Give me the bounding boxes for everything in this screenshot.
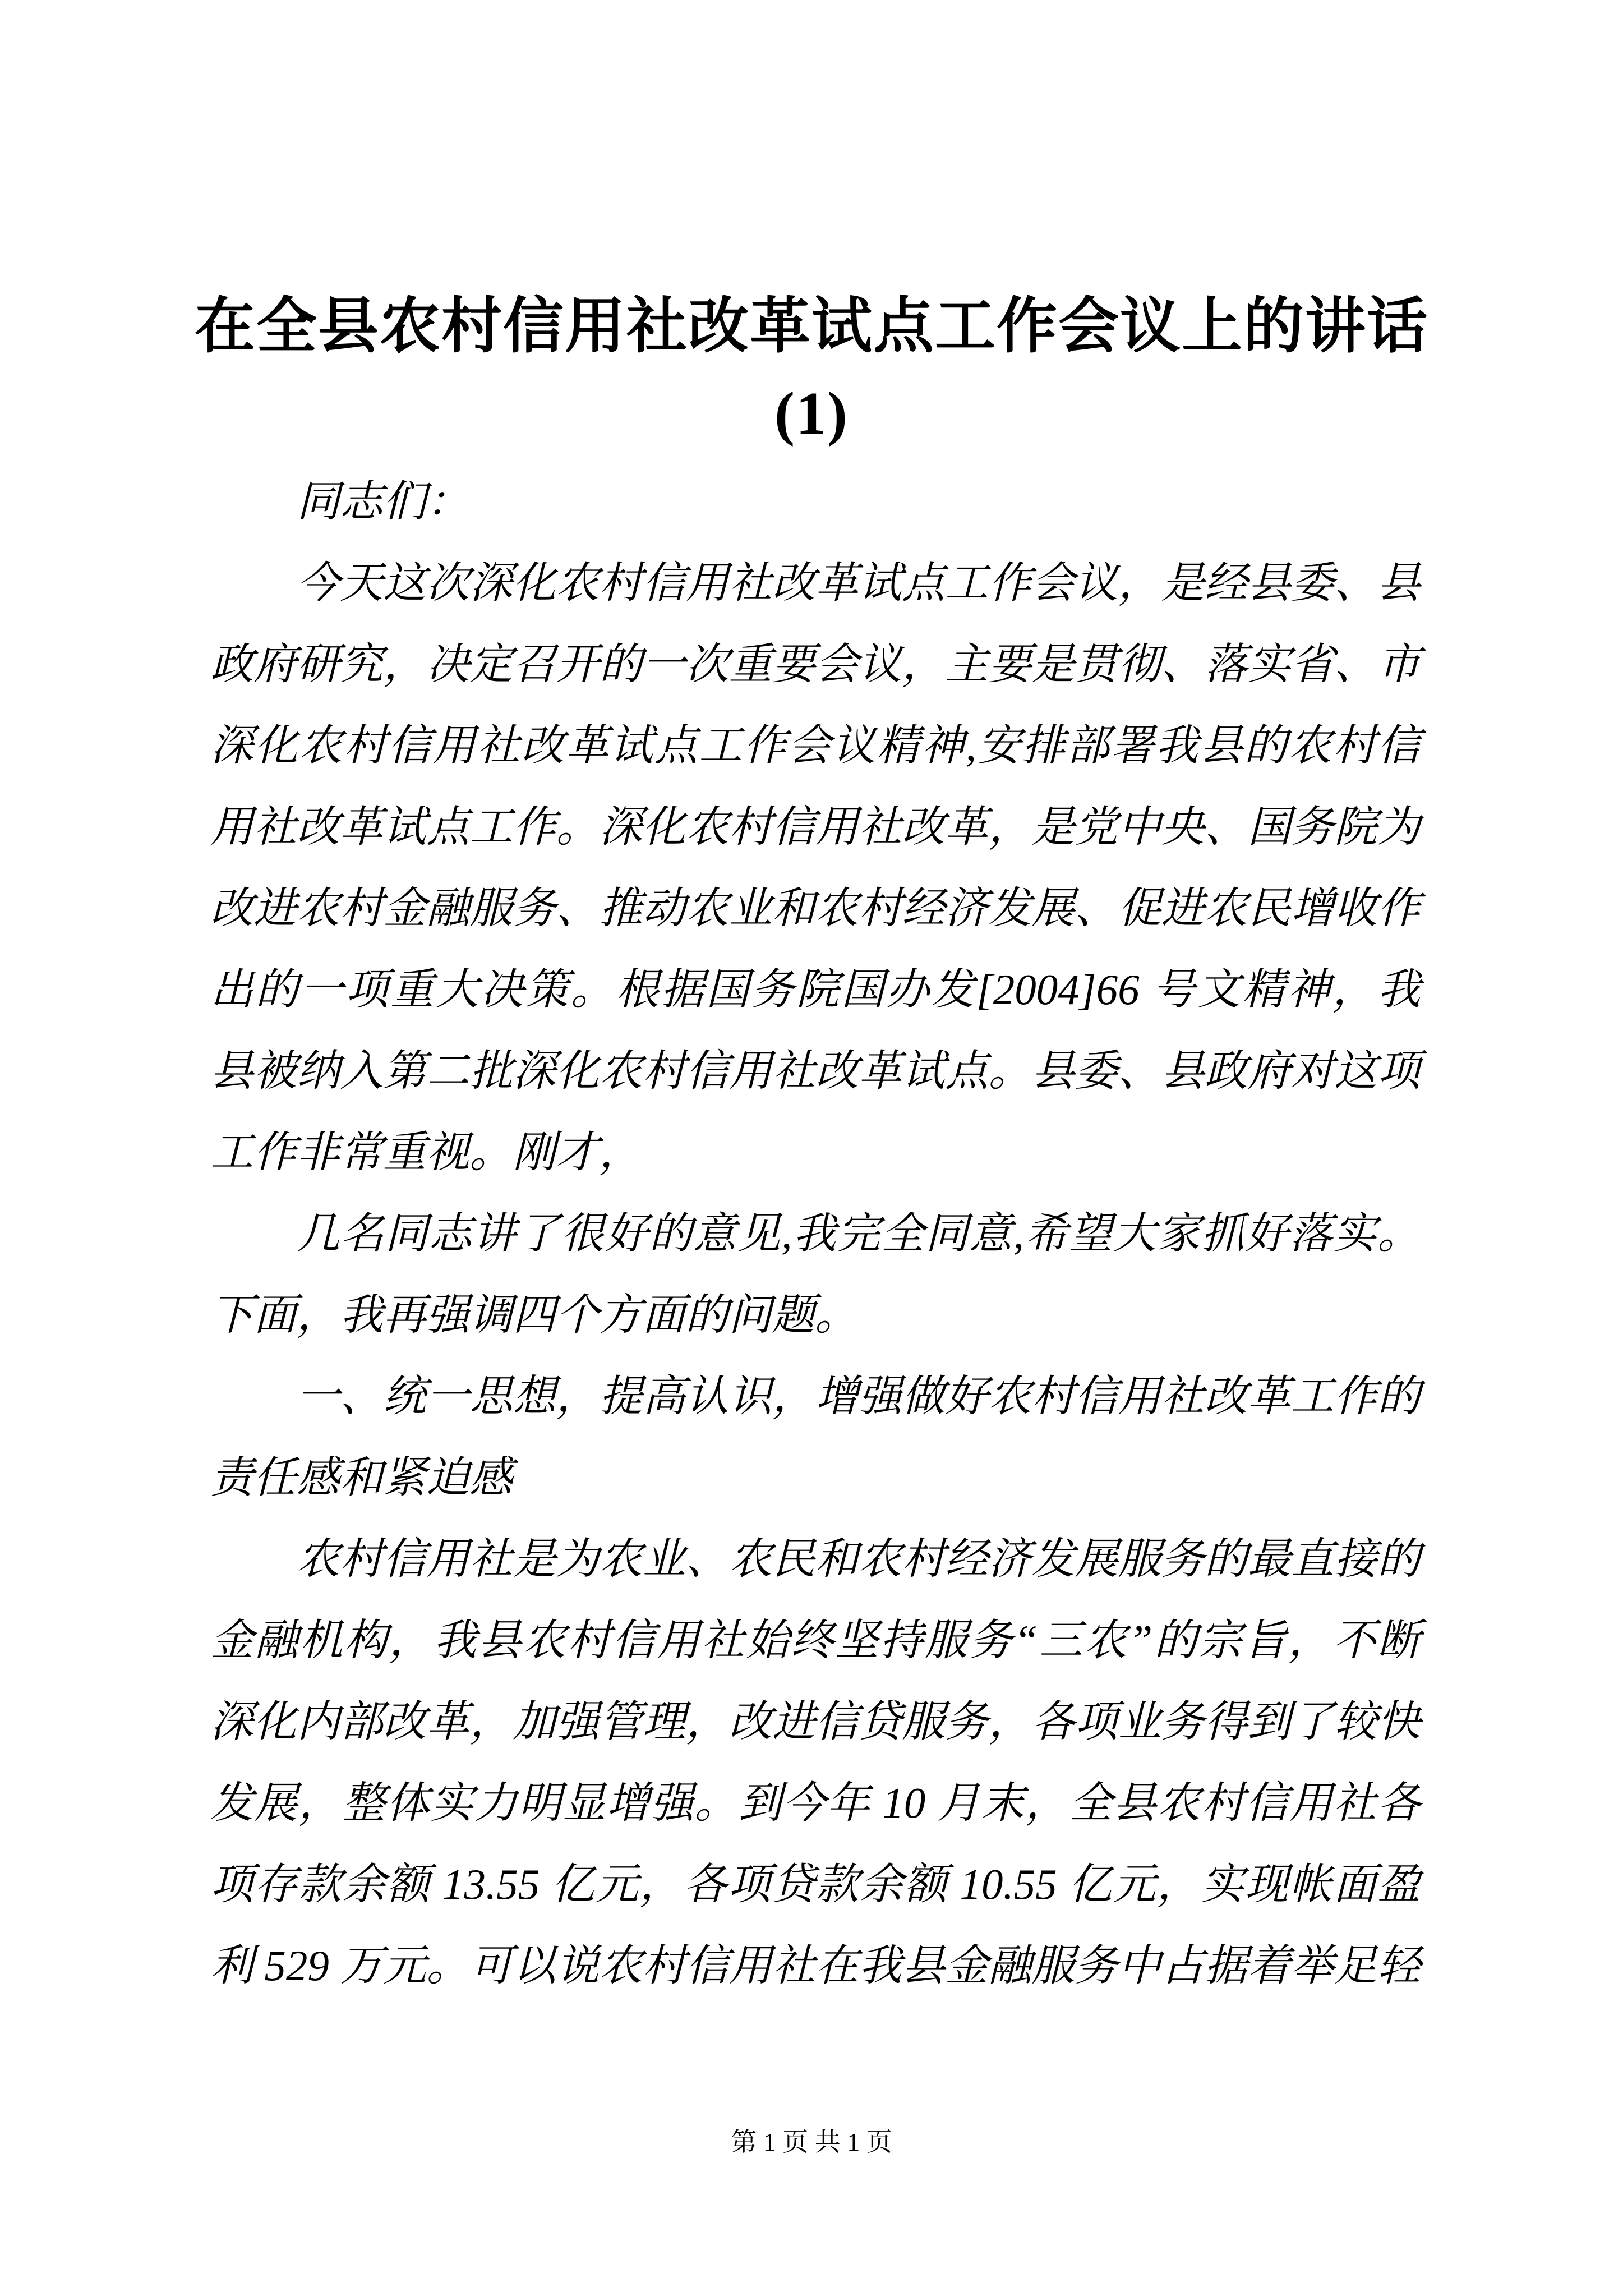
body-line: 金融机构，我县农村信用社始终坚持服务“三农”的宗旨，不断: [210, 1616, 1421, 1664]
body-line: 深化内部改革，加强管理，改进信贷服务，各项业务得到了较快: [210, 1697, 1421, 1746]
body-line: 县被纳入第二批深化农村信用社改革试点。县委、县政府对这项: [210, 1047, 1421, 1095]
title-number: (1): [774, 380, 849, 447]
document-body: [210, 461, 1421, 2007]
body-line: 用社改革试点工作。深化农村信用社改革，是党中央、国务院为: [210, 803, 1421, 851]
body-line: 同志们：: [297, 477, 469, 526]
body-line: 发展，整体实力明显增强。到今年 10 月末，全县农村信用社各: [210, 1779, 1421, 1827]
body-line: 几名同志讲了很好的意见,我完全同意,希望大家抓好落实。: [297, 1209, 1421, 1258]
body-heading-line: 责任感和紧迫感: [210, 1453, 513, 1502]
body-line: 工作非常重视。刚才，: [210, 1128, 642, 1176]
document-title: [0, 283, 1623, 457]
body-line: 政府研究，决定召开的一次重要会议，主要是贯彻、落实省、市: [210, 640, 1421, 688]
body-heading-line: 一、统一思想，提高认识，增强做好农村信用社改革工作的: [297, 1372, 1421, 1420]
body-line: 项存款余额 13.55 亿元，各项贷款余额 10.55 亿元，实现帐面盈: [210, 1860, 1421, 1908]
body-line: 出的一项重大决策。根据国务院国办发[2004]66 号文精神，我: [210, 965, 1421, 1014]
body-line: 利 529 万元。可以说农村信用社在我县金融服务中占据着举足轻: [210, 1941, 1421, 1990]
body-line: 改进农村金融服务、推动农业和农村经济发展、促进农民增收作: [210, 884, 1421, 932]
body-line: 深化农村信用社改革试点工作会议精神,安排部署我县的农村信: [210, 721, 1421, 770]
body-line: 今天这次深化农村信用社改革试点工作会议，是经县委、县: [297, 559, 1421, 607]
body-line: 下面，我再强调四个方面的问题。: [210, 1291, 858, 1339]
title-text: 在全县农村信用社改革试点工作会议上的讲话: [194, 293, 1428, 360]
body-line: 农村信用社是为农业、农民和农村经济发展服务的最直接的: [297, 1535, 1421, 1583]
page-footer: 第 1 页 共 1 页: [731, 2128, 892, 2156]
